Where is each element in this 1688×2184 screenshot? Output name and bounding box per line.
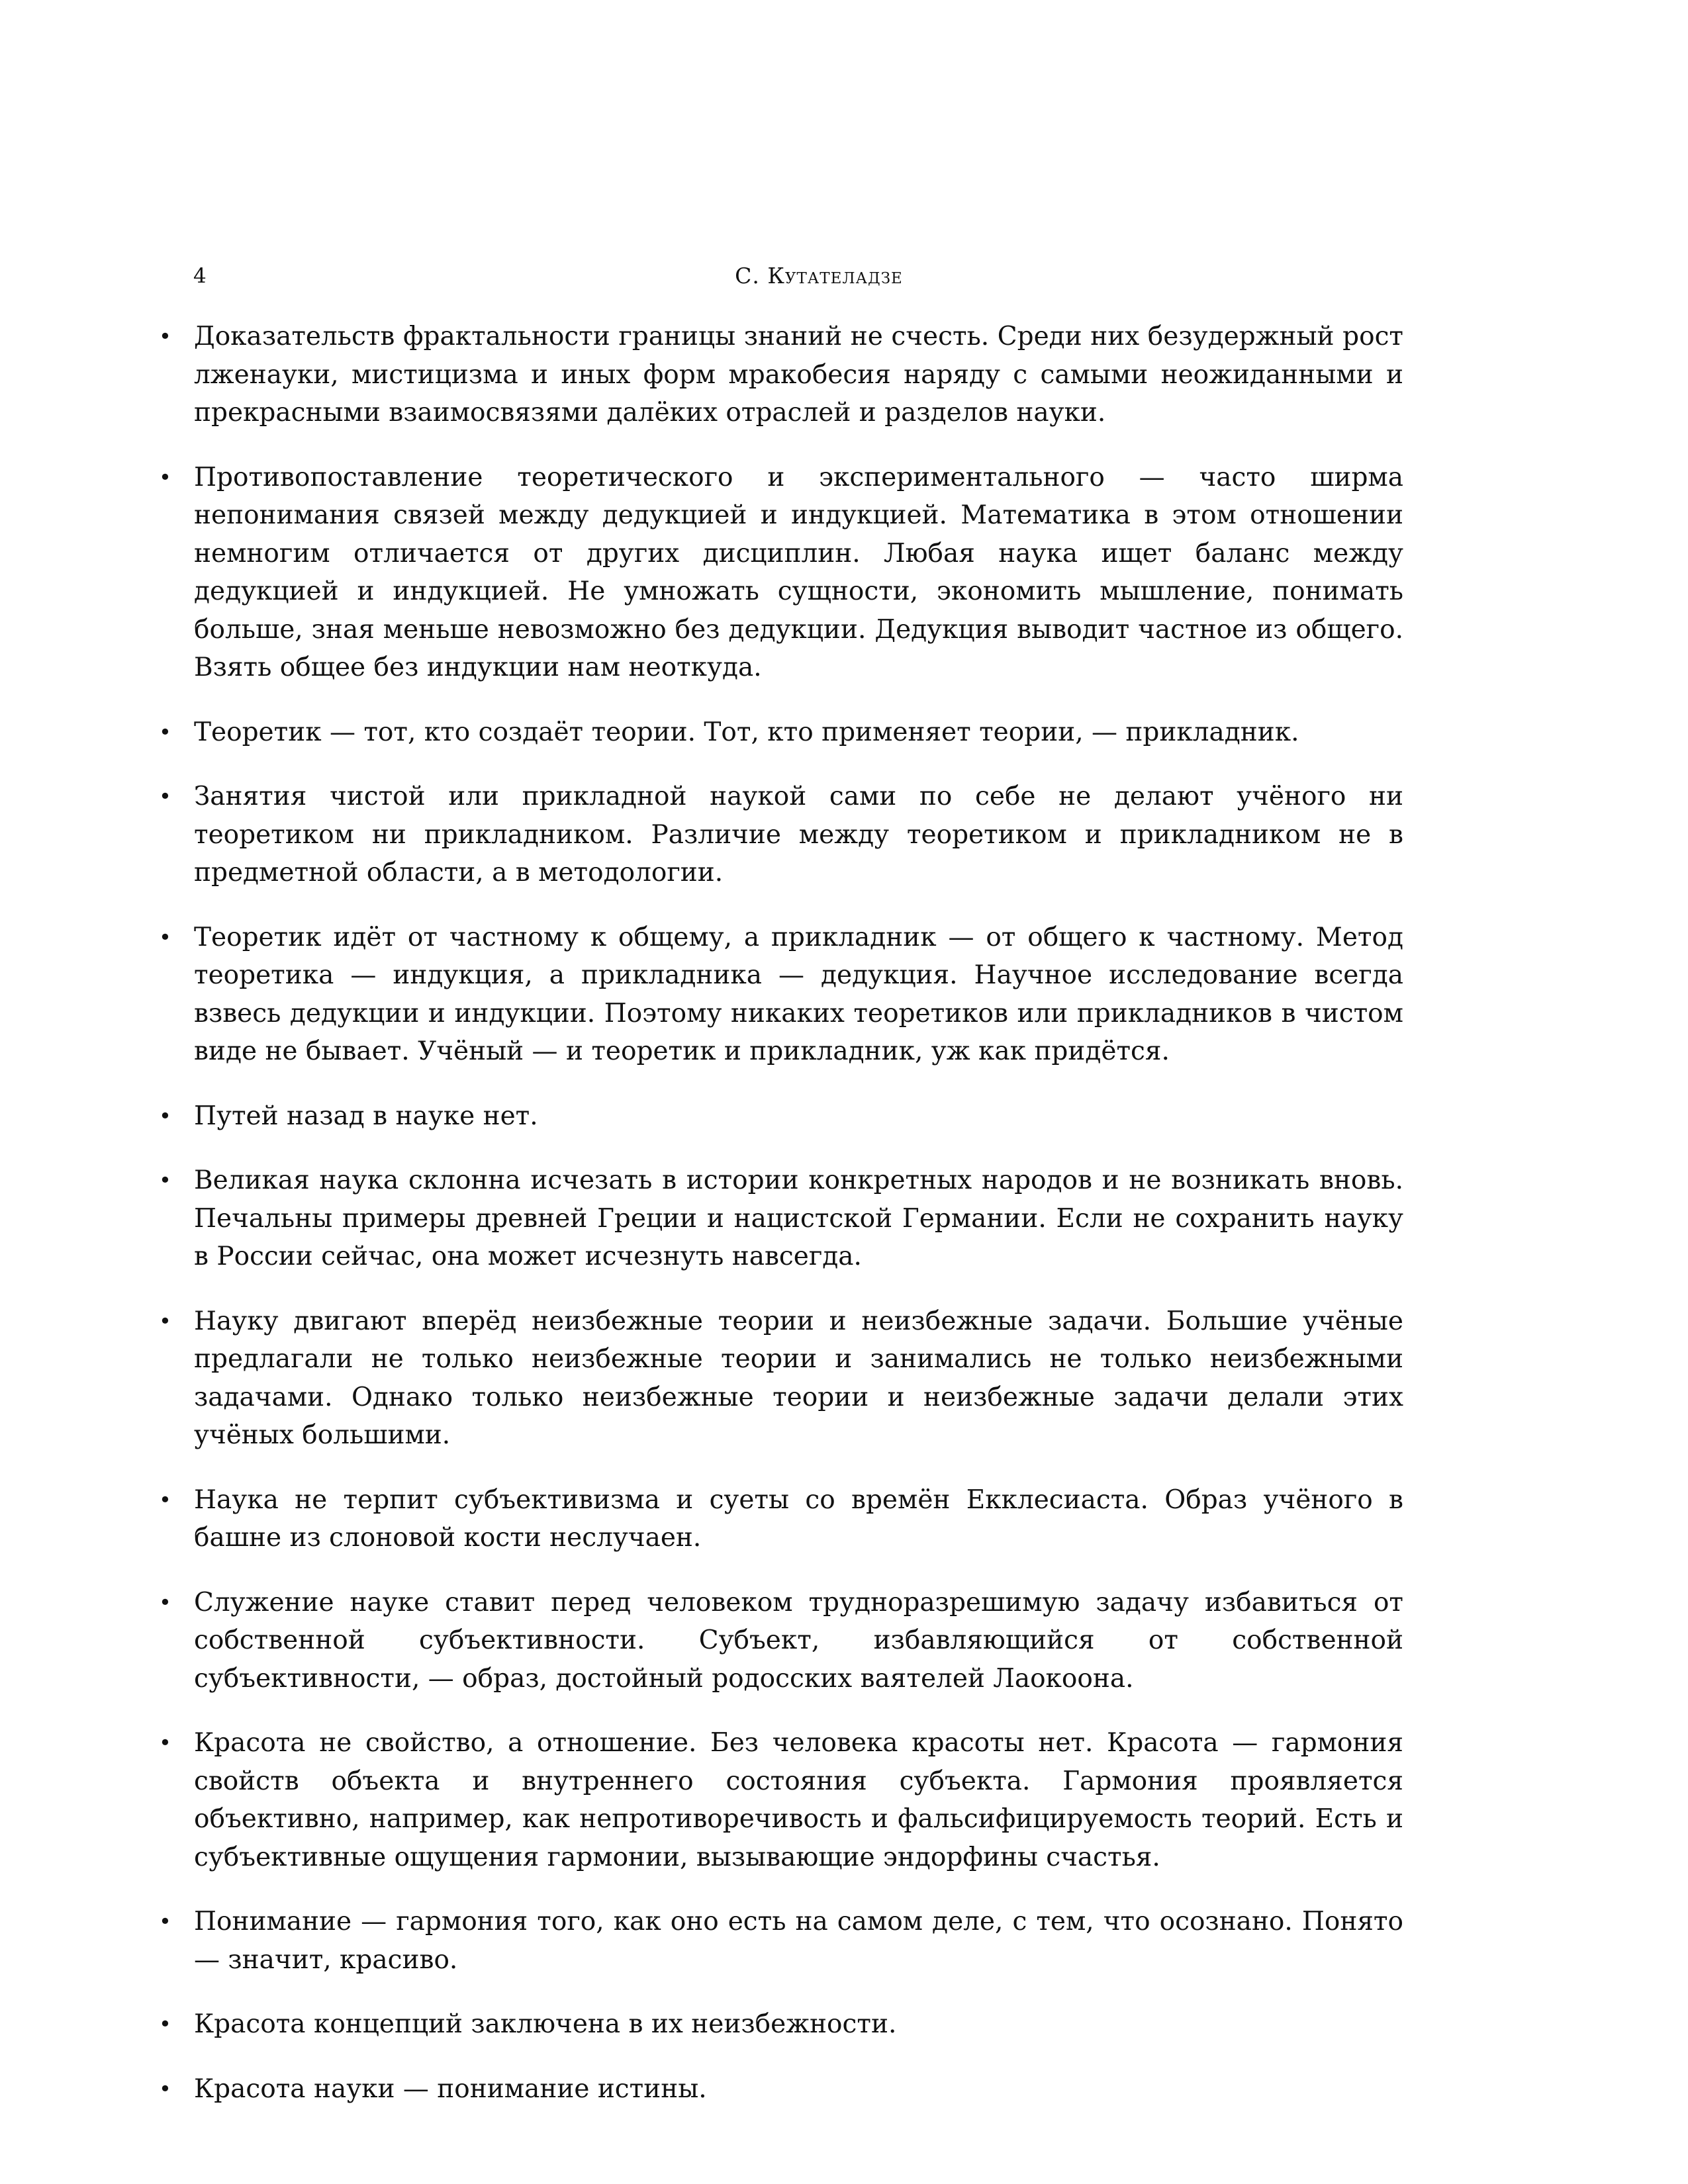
list-item <box>159 1584 1403 1698</box>
bullet-icon: • <box>159 1909 171 1934</box>
bullet-icon: • <box>159 719 171 745</box>
list-item <box>159 713 1403 752</box>
list-item-text: Служение науке ставит перед человеком трудноразрешимую задачу избавиться от собственной субъективности. Субъект, избавляющийся от собственной субъективности, — образ, достойный родосских ваятелей Лаокоона. <box>194 1587 1403 1694</box>
list-item <box>159 919 1403 1071</box>
bullet-icon: • <box>159 1308 171 1334</box>
bullet-icon: • <box>159 464 171 490</box>
list-item-text: Красота науки — понимание истины. <box>194 2073 707 2104</box>
list-item <box>159 2005 1403 2044</box>
list-item-text: Великая наука склонна исчезать в истории конкретных народов и не возникать вновь. Печальны примеры древней Греции и нацистской Германии. Если не сохранить науку в России сейчас, она может исчезнуть навсегда. <box>194 1165 1403 1271</box>
list-item-text: Теоретик идёт от частному к общему, а прикладник — от общего к частному. Метод теоретика — индукция, а прикладника — дедукция. Научное исследование всегда взвесь дедукции и индукции. Поэтому никаких теоретиков или прикладников в чистом виде не бывает. Учёный — и теоретик и прикладник, уж как придётся. <box>194 922 1403 1066</box>
list-item <box>159 1302 1403 1455</box>
list-item-text: Красота концепций заключена в их неизбежности. <box>194 2009 897 2039</box>
bullet-icon: • <box>159 1167 171 1193</box>
bullet-icon: • <box>159 1589 171 1615</box>
list-item-text: Наука не терпит субъективизма и суеты со времён Екклесиаста. Образ учёного в башне из слоновой кости неслучаен. <box>194 1484 1403 1553</box>
list-item <box>159 459 1403 687</box>
list-item <box>159 1097 1403 1136</box>
list-item <box>159 1161 1403 1276</box>
list-item <box>159 1724 1403 1876</box>
list-item-text: Занятия чистой или прикладной наукой сами по себе не делают учёного ни теоретиком ни прикладником. Различие между теоретиком и прикладником не в предметной области, а в методологии. <box>194 782 1403 887</box>
list-item-text: Путей назад в науке нет. <box>194 1101 538 1131</box>
list-item <box>159 778 1403 892</box>
list-item-text: Науку двигают вперёд неизбежные теории и неизбежные задачи. Большие учёные предлагали не только неизбежные теории и занимались не только неизбежными задачами. Однако только неизбежные теории и неизбежные задачи делали этих учёных большими. <box>194 1306 1403 1450</box>
bullet-icon: • <box>159 1103 171 1128</box>
list-item-text: Доказательств фрактальности границы знаний не счесть. Среди них безудержный рост лженауки, мистицизма и иных форм мракобесия наряду с самыми неожиданными и прекрасными взаимосвязями далёких отраслей и разделов науки. <box>194 322 1403 428</box>
bullet-icon: • <box>159 1486 171 1512</box>
list-item-text: Теоретик — тот, кто создаёт теории. Тот, кто применяет теории, — прикладник. <box>194 717 1299 747</box>
page-number: 4 <box>193 264 207 288</box>
running-title-author: С. Кутателадзе <box>735 263 903 289</box>
list-item-text: Красота не свойство, а отношение. Без человека красоты нет. Красота — гармония свойств объекта и внутреннего состояния субъекта. Гармония проявляется объективно, например, как непротиворечивость и фальсифицируемость теорий. Есть и субъективные ощущения гармонии, вызывающие эндорфины счастья. <box>194 1728 1403 1872</box>
list-item <box>159 2070 1403 2109</box>
running-header <box>193 259 1444 293</box>
bullet-icon: • <box>159 2011 171 2036</box>
bullet-icon: • <box>159 2075 171 2101</box>
list-item-text: Противопоставление теоретического и экспериментального — часто ширма непонимания связей между дедукцией и индукцией. Математика в этом отношении немногим отличается от других дисциплин. Любая наука ищет баланс между дедукцией и индукцией. Не умножать сущности, экономить мышление, понимать больше, зная меньше невозможно без дедукции. Дедукция выводит частное из общего. Взять общее без индукции нам неоткуда. <box>194 462 1403 682</box>
list-item <box>159 318 1403 432</box>
bullet-icon: • <box>159 784 171 809</box>
bullet-icon: • <box>159 1730 171 1755</box>
bullet-icon: • <box>159 324 171 349</box>
list-item <box>159 1481 1403 1557</box>
list-item-text: Понимание — гармония того, как оно есть на самом деле, с тем, что осознано. Понято — значит, красиво. <box>194 1907 1403 1975</box>
aphorism-list <box>159 318 1403 2134</box>
list-item <box>159 1903 1403 1979</box>
bullet-icon: • <box>159 924 171 950</box>
